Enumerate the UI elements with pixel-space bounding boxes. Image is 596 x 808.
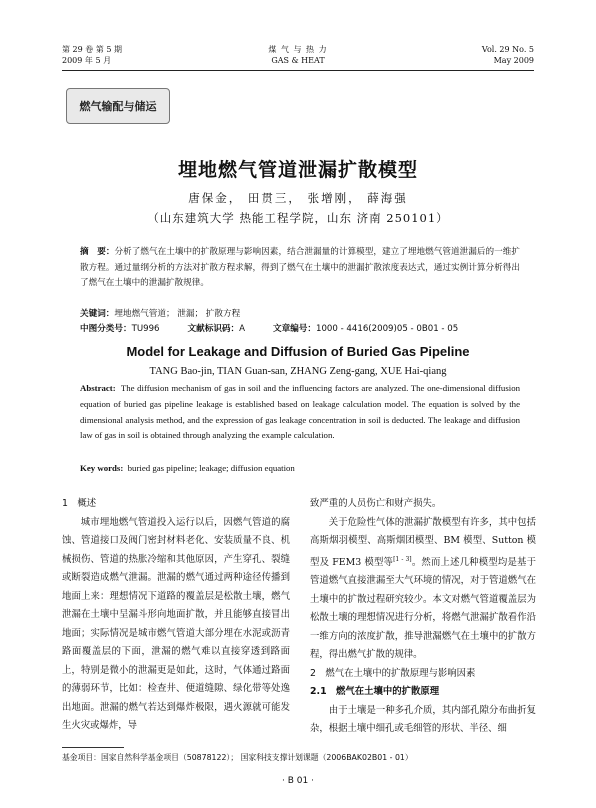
paper-title-en: Model for Leakage and Diffusion of Buried Gas Pipeline	[126, 344, 470, 359]
clc-value: TU996	[131, 324, 160, 334]
article-no-value: 1000 - 4416(2009)05 - 0B01 - 05	[315, 324, 459, 334]
header-volume-en	[482, 44, 534, 66]
keywords-cn-text: 埋地燃气管道； 泄漏； 扩散方程	[114, 309, 241, 319]
keywords-cn-label: 关键词：	[80, 309, 115, 319]
header-journal-cn: 煤 气 与 热 力	[268, 45, 328, 54]
body-left-column	[62, 495, 290, 736]
header-date-en: May 2009	[493, 56, 534, 65]
continued-paragraph: 致严重的人员伤亡和财产损失。	[310, 498, 442, 509]
clc-label: 中图分类号：	[80, 324, 132, 334]
models-paragraph	[310, 514, 536, 665]
keywords-cn	[80, 307, 520, 323]
paper-title-cn: 埋地燃气管道泄漏扩散模型	[177, 159, 418, 181]
section-2-1-heading: 2.1 燃气在土壤中的扩散原理	[310, 686, 440, 698]
abstract-cn-label: 摘 要：	[80, 247, 115, 257]
funding-footnote: 基金项目：国家自然科学基金项目（50878122）； 国家科技支撑计划课题（2006BAK02B01 - 01）	[62, 753, 413, 762]
abstract-cn-text: 分析了燃气在土壤中的扩散原理与影响因素，结合泄漏量的计算模型，建立了埋地燃气管道泄漏后的一维扩散方程。通过量纲分析的方法对扩散方程求解，得到了燃气在土壤中的泄漏扩散浓度表达式，通过实例计算分析得出了燃气在土壤中的泄漏扩散规律。	[80, 247, 520, 288]
authors-en: TANG Bao-jin, TIAN Guan-san, ZHANG Zeng-gang, XUE Hai-qiang	[149, 366, 447, 377]
body-right-column	[310, 495, 536, 739]
models-paragraph-a: 关于危险性气体的泄漏扩散模型有许多，其中包括高斯烟羽模型、高斯烟团模型、BM 模型、Sutton 模型及 FEM3 模型等	[310, 516, 536, 568]
page-number: · B 01 ·	[282, 776, 314, 786]
keywords-en-text: buried gas pipeline; leakage; diffusion equation	[127, 463, 295, 473]
models-paragraph-b: 。然而上述几种模型均是基于管道燃气直接泄漏至大气环境的情况，对于管道燃气在土壤中的扩散过程研究较少。本文对燃气管道覆盖层为松散土壤的理想情况进行分析，将燃气泄漏扩散看作沿一维方向的浓度扩散，推导泄漏燃气在土壤中的扩散方程，得出燃气扩散的规律。	[310, 556, 536, 661]
header-volume-en-line: Vol. 29 No. 5	[481, 45, 534, 54]
header-date-cn: 2009 年 5 月	[62, 56, 112, 65]
abstract-en	[80, 381, 520, 444]
column-tag-box	[66, 88, 170, 124]
section-2-heading: 2 燃气在土壤中的扩散原理与影响因素	[310, 667, 476, 679]
citation-ref: [1 - 3]	[393, 555, 412, 563]
doc-code-label: 文献标识码：	[187, 324, 240, 334]
keywords-en-label: Key words:	[80, 463, 124, 473]
article-no-label: 文章编号：	[273, 324, 316, 334]
footnote-rule	[62, 747, 124, 748]
section-1-heading: 1 概述	[62, 498, 97, 509]
affiliation-cn: （山东建筑大学 热能工程学院，山东 济南 250101）	[147, 211, 449, 225]
column-tag-label: 燃气输配与储运	[79, 100, 157, 113]
header-rule	[62, 70, 534, 71]
abstract-en-text: The diffusion mechanism of gas in soil and the influencing factors are analyzed. The one-dimensional diffusion equation of buried gas pipeline leakage is established based on leakage calculation model. The equation is solved by the dimensional analysis method, and the expression of gas leakage concentration in soil is deducted. The leakage and diffusion law of gas in soil is obtained through analyzing the example calculation.	[80, 383, 520, 441]
classification-line	[80, 322, 520, 334]
header-volume: 第 29 卷 第 5 期	[62, 45, 122, 54]
abstract-cn	[80, 245, 520, 292]
keywords-en	[80, 463, 520, 473]
doc-code-value: A	[239, 324, 245, 334]
section-1-paragraph: 城市埋地燃气管道投入运行以后，因燃气管道的腐蚀、管道接口及阀门密封材料老化、安装质量不良、机械损伤、管道的热胀冷缩和其他原因，产生穿孔、裂缝或断裂造成燃气泄漏。泄漏的燃气通过两种途径传播到地面上来：理想情况下道路的覆盖层是松散土壤，燃气泄漏在土壤中呈漏斗形向地面扩散，并且能够直接冒出地面；实际情况是城市燃气管道大部分埋在水泥或沥青路面覆盖层的下面，泄漏的燃气难以直接穿透到路面上，特别是微小的泄漏更是如此，这时，气体通过路面的薄弱环节，比如：检查井、便道缝隙、绿化带等处逸出地面。泄漏的燃气若达到爆炸极限，遇火源就可能发生火灾或爆炸，导	[62, 516, 290, 731]
authors-cn: 唐保金， 田贯三， 张增刚， 薛海强	[188, 191, 408, 205]
header-journal-en: GAS & HEAT	[271, 56, 325, 65]
abstract-en-label: Abstract:	[80, 383, 116, 393]
section-2-1-paragraph: 由于土壤是一种多孔介质，其内部孔隙分布曲折复杂，根据土壤中细孔或毛细管的形状、半径、细	[310, 704, 536, 735]
